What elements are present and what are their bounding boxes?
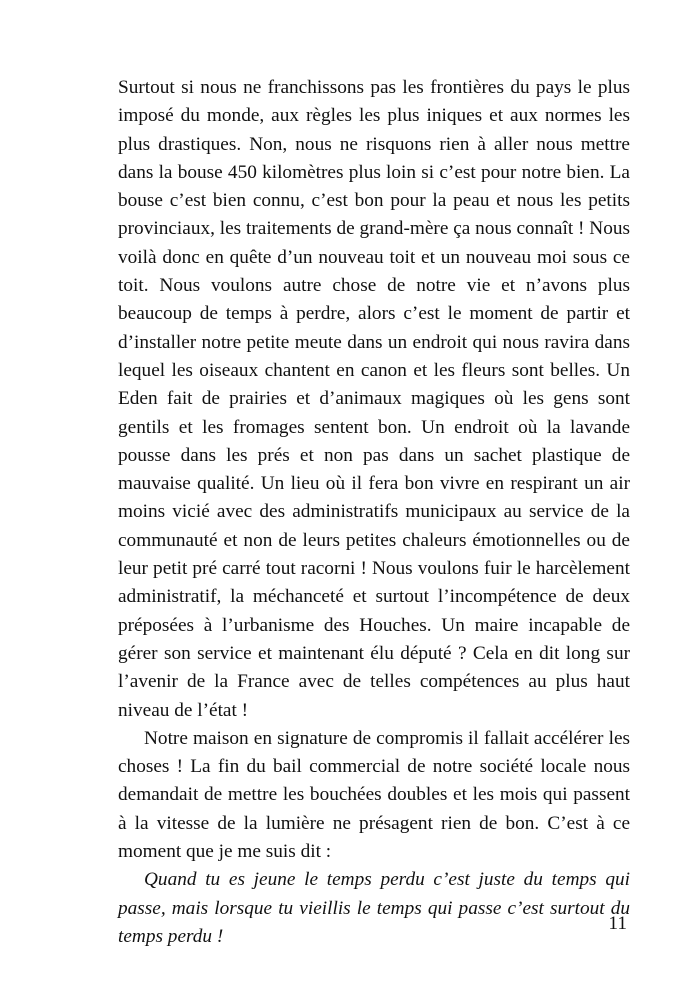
italic-quote: Quand tu es jeune le temps perdu c’est juste du temps qui passe, mais lorsque tu vieillis le temps qui passe c’est surtout du temps perdu !	[118, 869, 630, 947]
paragraph-1: Surtout si nous ne franchissons pas les frontières du pays le plus imposé du monde, aux règles les plus iniques et aux normes les plus drastiques. Non, nous ne risquons rien à aller nous mettre dans la bouse 450 kilomètres plus loin si c’est pour notre bien. La bouse c’est bien connu, c’est bon pour la peau et nous les petits provinciaux, les traitements de grand-mère ça nous connaît ! Nous voilà donc en quête d’un nouveau toit et un nouveau moi sous ce toit. Nous voulons autre chose de notre vie et n’avons plus beaucoup de temps à perdre, alors c’est le moment de partir et d’installer notre petite meute dans un endroit qui nous ravira dans lequel les oiseaux chantent en canon et les fleurs sont belles. Un Eden fait de prairies et d’animaux magiques où les gens sont gentils et les fromages sentent bon. Un endroit où la lavande pousse dans les prés et non pas dans un sachet plastique de mauvaise qualité. Un lieu où il fera bon vivre en respirant un air moins vicié avec des administratifs municipaux au service de la communauté et non de leurs petites chaleurs émotionnelles ou de leur petit pré carré tout racorni ! Nous voulons fuir le harcèlement administratif, la méchanceté et surtout l’incompétence de deux préposées à l’urbanisme des Houches. Un maire incapable de gérer son service et maintenant élu député ? Cela en dit long sur l’avenir de la France avec de telles compétences au plus haut niveau de l’état !	[118, 77, 630, 721]
page-number: 11	[608, 913, 627, 934]
page-body	[118, 74, 630, 951]
paragraph-2: Notre maison en signature de compromis il fallait accélérer les choses ! La fin du bail commercial de notre société locale nous demandait de mettre les bouchées doubles et les mois qui passent à la vitesse de la lumière ne présagent rien de bon. C’est à ce moment que je me suis dit :	[118, 727, 630, 863]
